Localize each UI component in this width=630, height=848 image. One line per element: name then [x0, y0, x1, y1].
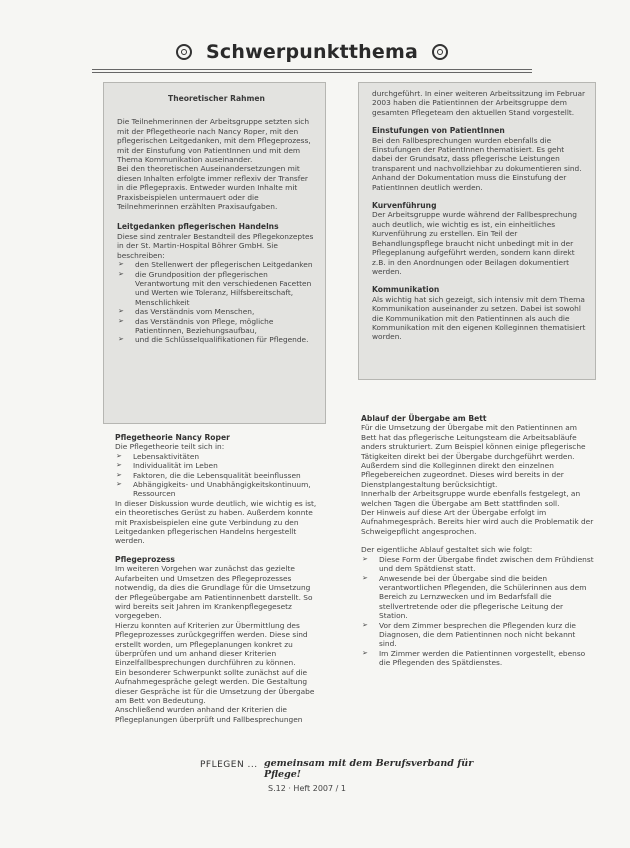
list-item: ➢ Anwesende bei der Übergabe sind die beiden verantwortlichen Pflegenden, die Schülerinnen aus dem Bereich zu Lernzwecken und im Bedarfsfall die stellvertretende oder die pflegerische Leitung der Station. — [361, 574, 594, 621]
continuation-box — [358, 82, 596, 380]
paragraph: Bei den Fallbesprechungen wurden ebenfalls die Einstufungen der PatientInnen thematisiert. Es geht dabei der Grundsatz, dass pflegerische Leistungen transparent und nachvollziehbar zu dokumentieren sind. Anhand der Dokumentation muss die Einstufung der PatientInnen deutlich werden. — [372, 135, 582, 192]
right-column — [358, 82, 596, 668]
paragraph: Diese sind zentraler Bestandteil des Pflegekonzeptes in der St. Martin-Hospital Böhrer GmbH. Sie beschreiben: — [117, 231, 314, 260]
list-item: ➢ den Stellenwert der pflegerischen Leitgedanken — [117, 260, 316, 269]
footer — [200, 758, 500, 778]
subheading: Pflegeprozess — [115, 554, 175, 564]
subheading: Ablauf der Übergabe am Bett — [361, 414, 487, 423]
paragraph: Als wichtig hat sich gezeigt, sich intensiv mit dem Thema Kommunikation auseinander zu setzen. Dabei ist sowohl die Kommunikation mit den Patientinnen als auch die Kommunikation mit den eigenen Kolleginnen thematisiert worden. — [372, 294, 586, 342]
paragraph: durchgeführt. In einer weiteren Arbeitssitzung im Februar 2003 haben die Patientinnen der Arbeitsgruppe dem gesamten Pflegeteam den aktuellen Stand vorgestellt. — [372, 89, 586, 117]
list-item: ➢ das Verständnis von Pflege, mögliche Patientinnen, Beziehungsaufbau, — [117, 317, 316, 336]
left-column — [103, 82, 326, 724]
paragraph: Ein besonderer Schwerpunkt sollte zunächst auf die Aufnahmegespräche gelegt werden. Die Gestaltung dieser Gespräche ist für die Umsetzung der Übergabe am Bett von Bedeutung. — [115, 667, 315, 705]
list-item: ➢ Abhängigkeits- und Unabhängigkeitskontinuum, Ressourcen — [115, 480, 320, 499]
subheading: Kommunikation — [372, 285, 440, 295]
list-item: ➢ das Verständnis vom Menschen, — [117, 307, 316, 316]
paragraph: Die Teilnehmerinnen der Arbeitsgruppe setzten sich mit der Pflegetheorie nach Nancy Roper, mit den pflegerischen Leitgedanken, mit dem Pflegeprozess, mit der Einstufung von PatientInnen und mit dem Thema Kommunikation auseinander. — [117, 117, 311, 165]
paragraph: In dieser Diskussion wurde deutlich, wie wichtig es ist, ein theoretisches Gerüst zu haben. Außerdem konnte mit Praxisbeispielen eine gute Verbindung zu den Leitgedanken pflegerischen Handelns hergestellt werden. — [115, 498, 317, 546]
spiral-icon — [432, 44, 448, 60]
left-body — [103, 433, 326, 724]
list-item: ➢ Im Zimmer werden die Patientinnen vorgestellt, ebenso die Pflegenden des Spätdienstes. — [361, 649, 594, 668]
paragraph: Anschließend wurden anhand der Kriterien die Pflegeplanungen überprüft und Fallbesprechungen — [115, 705, 303, 724]
paragraph: Im weiteren Vorgehen war zunächst das gezielte Aufarbeiten und Umsetzen des Pflegeprozesses notwendig, da dies die Grundlage für die Umsetzung der Pflegeübergabe am Patientinnenbett darstellt. So wird bereits seit Jahren im Krankenpflegegesetz vorgegeben. — [115, 564, 313, 621]
paragraph: Innerhalb der Arbeitsgruppe wurde ebenfalls festgelegt, an welchen Tagen die Übergabe am Bett stattfinden soll. — [361, 489, 581, 508]
bullet-list — [117, 260, 316, 345]
subheading: Leitgedanken pflegerischen Handelns — [117, 222, 279, 232]
paragraph: Der Hinweis auf diese Art der Übergabe erfolgt im Aufnahmegespräch. Bereits hier wird auch die Problematik der Schweigepflicht angesprochen. — [361, 508, 594, 536]
spiral-icon — [176, 44, 192, 60]
theory-box — [103, 82, 326, 424]
section-header — [92, 34, 532, 70]
footer-slogan: gemeinsam mit dem Berufsverband für Pflege! — [264, 758, 474, 780]
page-number: S.12 · Heft 2007 / 1 — [268, 784, 346, 793]
subheading: Pflegetheorie Nancy Roper — [115, 433, 230, 442]
paragraph: Hierzu konnten auf Kriterien zur Übermittlung des Pflegeprozesses zurückgegriffen werden. Diese sind erstellt worden, um Pflegeplanungen konkret zu überprüfen und um anhand dieser Kriterien Einzelfallbesprechungen durchführen zu können. — [115, 620, 308, 668]
right-body — [358, 414, 596, 668]
paragraph: Bei den theoretischen Auseinandersetzungen mit diesen Inhalten erfolgte immer reflexiv der Transfer in die Pflegepraxis. Entweder wurden Inhalte mit Praxisbeispielen untermauert oder die Teilnehmerinnen erzählten Praxisaufgaben. — [117, 164, 308, 212]
paragraph: Der eigentliche Ablauf gestaltet sich wie folgt: — [361, 545, 533, 555]
footer-brand: PFLEGEN ... — [200, 760, 258, 770]
subheading: Kurvenführung — [372, 201, 437, 211]
list-item: ➢ Individualität im Leben — [115, 461, 320, 470]
paragraph: Für die Umsetzung der Übergabe mit den Patientinnen am Bett hat das pflegerische Leitungsteam die Arbeitsabläufe anders strukturiert. Zum Beispiel können einige pflegerische Tätigkeiten direkt bei der Übergabe durchgeführt werden. Außerdem sind die Kolleginnen direkt den einzelnen Pflegebereichen zugeordnet. Dieses wird bereits in der Dienstplangestaltung berücksichtigt. — [361, 423, 586, 489]
paragraph: Der Arbeitsgruppe wurde während der Fallbesprechung auch deutlich, wie wichtig es ist, ein einheitliches Kurvenführung zu erstellen. Ein Teil der Behandlungspflege braucht nicht unbedingt mit in der Pflegeplanung aufgeführt werden, sondern kann direkt z.B. in den Anordnungen oder Beilagen dokumentiert werden. — [372, 210, 577, 276]
paragraph: Die Pflegetheorie teilt sich in: — [115, 442, 225, 452]
bullet-list — [115, 452, 320, 499]
list-item: ➢ und die Schlüsselqualifikationen für Pflegende. — [117, 335, 316, 344]
header-rule-top — [92, 69, 532, 70]
bullet-list — [361, 555, 594, 668]
list-item: ➢ Diese Form der Übergabe findet zwischen dem Frühdienst und dem Spätdienst statt. — [361, 555, 594, 574]
header-rule-bottom — [92, 72, 532, 73]
box-title: Theoretischer Rahmen — [168, 94, 265, 103]
section-title: Schwerpunktthema — [206, 41, 418, 63]
list-item: ➢ Vor dem Zimmer besprechen die Pflegenden kurz die Diagnosen, die dem Patientinnen noch nicht bekannt sind. — [361, 621, 594, 649]
list-item: ➢ Faktoren, die die Lebensqualität beeinflussen — [115, 471, 320, 480]
list-item: ➢ die Grundposition der pflegerischen Verantwortung mit den verschiedenen Facetten und Werten wie Toleranz, Hilfsbereitschaft, Menschlichkeit — [117, 270, 316, 308]
list-item: ➢ Lebensaktivitäten — [115, 452, 320, 461]
subheading: Einstufungen von PatientInnen — [372, 126, 505, 136]
